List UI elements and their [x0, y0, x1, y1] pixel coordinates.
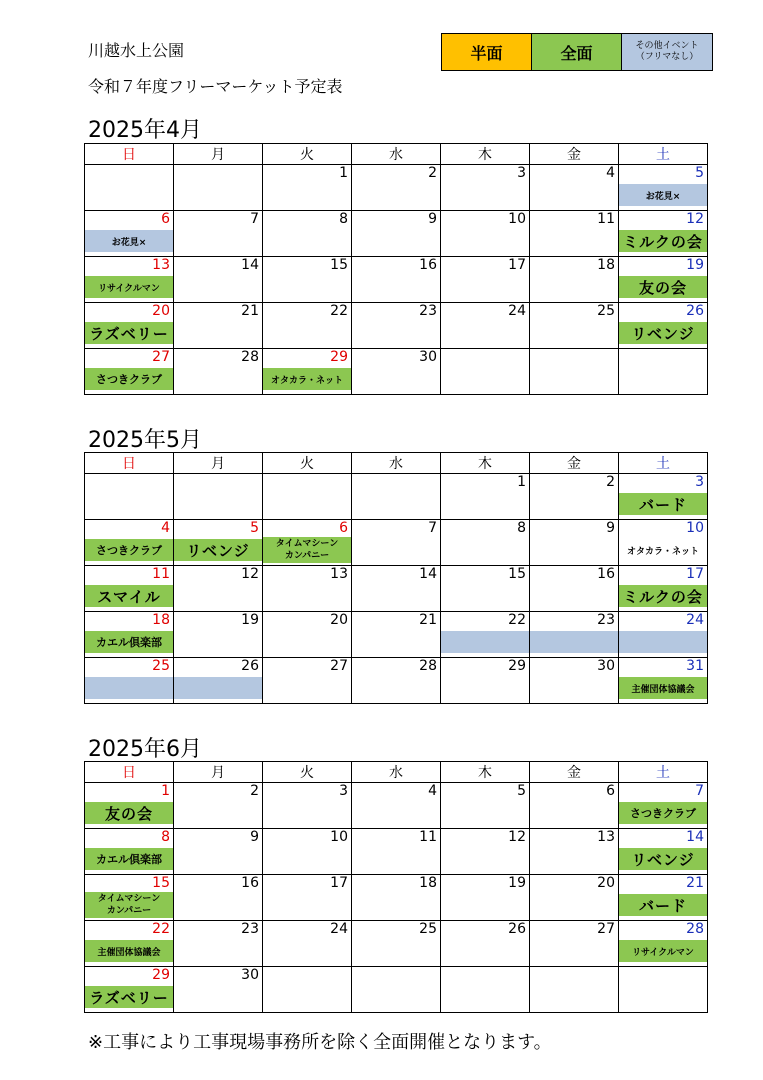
- month-title-may: 2025年5月: [88, 428, 202, 453]
- day-cell: [174, 829, 263, 875]
- day-number: 5: [695, 165, 704, 181]
- day-number: 17: [330, 875, 348, 891]
- day-number: 30: [597, 658, 615, 674]
- day-number: 10: [686, 520, 704, 536]
- day-number: 13: [152, 257, 170, 273]
- day-number: 29: [330, 349, 348, 365]
- day-number: 11: [152, 566, 170, 582]
- event-label: ラズベリー: [85, 322, 173, 344]
- event-label: バード: [619, 894, 707, 916]
- weekday-header: 金: [530, 762, 619, 783]
- day-cell: [263, 165, 352, 211]
- day-number: 17: [508, 257, 526, 273]
- event-label: [530, 631, 618, 653]
- day-number: 12: [686, 211, 704, 227]
- day-number: 2: [250, 783, 259, 799]
- day-cell: [263, 612, 352, 658]
- event-label: リサイクルマン: [85, 276, 173, 298]
- event-label-line: タイムマシーン: [97, 894, 161, 904]
- day-number: 12: [508, 829, 526, 845]
- day-cell: [619, 165, 708, 211]
- weekday-header: 日: [85, 762, 174, 783]
- day-cell: [619, 566, 708, 612]
- day-number: 16: [241, 875, 259, 891]
- day-number: 21: [241, 303, 259, 319]
- day-number: 30: [419, 349, 437, 365]
- day-cell: [174, 303, 263, 349]
- day-number: 23: [419, 303, 437, 319]
- day-number: 4: [161, 520, 170, 536]
- day-number: 7: [695, 783, 704, 799]
- day-cell: [530, 658, 619, 704]
- day-cell: [441, 165, 530, 211]
- weekday-header: 月: [174, 762, 263, 783]
- week-row: [85, 349, 708, 395]
- week-row: [85, 303, 708, 349]
- day-cell: [352, 566, 441, 612]
- event-label: リベンジ: [619, 322, 707, 344]
- event-label: リベンジ: [174, 539, 262, 561]
- weekday-header: 土: [619, 762, 708, 783]
- day-cell: [619, 829, 708, 875]
- day-cell: [85, 783, 174, 829]
- day-cell: [85, 349, 174, 395]
- day-number: 28: [419, 658, 437, 674]
- day-number: 28: [241, 349, 259, 365]
- day-cell: [441, 349, 530, 395]
- day-number: 20: [152, 303, 170, 319]
- day-cell: [441, 967, 530, 1013]
- day-cell: [441, 211, 530, 257]
- week-row: [85, 474, 708, 520]
- day-cell: [85, 829, 174, 875]
- day-cell: [441, 829, 530, 875]
- weekday-header: 土: [619, 144, 708, 165]
- day-cell: [85, 967, 174, 1013]
- event-label-line: タイムマシーン: [275, 539, 339, 549]
- day-number: 1: [339, 165, 348, 181]
- day-cell: [619, 875, 708, 921]
- weekday-header: 木: [441, 762, 530, 783]
- day-cell: [530, 257, 619, 303]
- day-cell: [174, 875, 263, 921]
- day-cell: [441, 921, 530, 967]
- day-cell: [619, 349, 708, 395]
- day-cell: [441, 658, 530, 704]
- event-label: さつきクラブ: [85, 368, 173, 390]
- event-label-line: カンパニー: [284, 551, 330, 561]
- day-number: 19: [508, 875, 526, 891]
- day-cell: [619, 257, 708, 303]
- day-number: 27: [597, 921, 615, 937]
- day-cell: [174, 474, 263, 520]
- day-number: 24: [686, 612, 704, 628]
- event-label-line: カンパニー: [106, 906, 152, 916]
- event-label: お花見×: [619, 184, 707, 206]
- schedule-title: 令和７年度フリーマーケット予定表: [88, 77, 343, 96]
- day-cell: [174, 783, 263, 829]
- day-number: 24: [330, 921, 348, 937]
- day-cell: [619, 520, 708, 566]
- day-number: 14: [241, 257, 259, 273]
- event-label: [263, 537, 351, 563]
- legend-other-line2: （フリマなし）: [635, 52, 699, 62]
- day-cell: [352, 829, 441, 875]
- event-label: お花見×: [85, 230, 173, 252]
- day-number: 13: [330, 566, 348, 582]
- day-cell: [530, 349, 619, 395]
- day-cell: [530, 783, 619, 829]
- day-cell: [174, 921, 263, 967]
- weekday-header: 火: [263, 453, 352, 474]
- day-number: 5: [250, 520, 259, 536]
- day-number: 14: [686, 829, 704, 845]
- day-number: 31: [686, 658, 704, 674]
- day-cell: [619, 303, 708, 349]
- event-label: 友の会: [85, 802, 173, 824]
- day-cell: [352, 349, 441, 395]
- day-cell: [352, 474, 441, 520]
- day-cell: [619, 658, 708, 704]
- weekday-header: 土: [619, 453, 708, 474]
- day-cell: [530, 165, 619, 211]
- day-number: 11: [419, 829, 437, 845]
- day-cell: [263, 257, 352, 303]
- day-cell: [263, 520, 352, 566]
- day-cell: [352, 257, 441, 303]
- day-cell: [352, 612, 441, 658]
- day-number: 15: [152, 875, 170, 891]
- day-cell: [619, 783, 708, 829]
- day-cell: [619, 967, 708, 1013]
- day-number: 16: [419, 257, 437, 273]
- day-cell: [85, 875, 174, 921]
- week-row: [85, 875, 708, 921]
- day-cell: [352, 165, 441, 211]
- day-cell: [85, 520, 174, 566]
- day-cell: [352, 658, 441, 704]
- day-number: 27: [330, 658, 348, 674]
- day-number: 18: [419, 875, 437, 891]
- day-number: 29: [508, 658, 526, 674]
- day-number: 8: [339, 211, 348, 227]
- day-cell: [174, 566, 263, 612]
- day-cell: [352, 783, 441, 829]
- day-cell: [174, 257, 263, 303]
- week-row: [85, 211, 708, 257]
- day-number: 19: [686, 257, 704, 273]
- day-cell: [530, 474, 619, 520]
- weekday-header: 水: [352, 453, 441, 474]
- event-label: 主催団体協議会: [85, 940, 173, 962]
- day-number: 18: [597, 257, 615, 273]
- day-number: 21: [686, 875, 704, 891]
- day-number: 9: [428, 211, 437, 227]
- day-cell: [85, 921, 174, 967]
- day-cell: [263, 967, 352, 1013]
- day-cell: [352, 211, 441, 257]
- day-number: 25: [152, 658, 170, 674]
- day-cell: [263, 211, 352, 257]
- week-row: [85, 257, 708, 303]
- day-cell: [619, 211, 708, 257]
- day-number: 8: [517, 520, 526, 536]
- day-number: 9: [606, 520, 615, 536]
- day-number: 3: [339, 783, 348, 799]
- weekday-header: 金: [530, 453, 619, 474]
- day-cell: [174, 658, 263, 704]
- week-row: [85, 165, 708, 211]
- day-number: 3: [695, 474, 704, 490]
- day-number: 5: [517, 783, 526, 799]
- day-number: 18: [152, 612, 170, 628]
- day-cell: [352, 967, 441, 1013]
- day-number: 27: [152, 349, 170, 365]
- day-cell: [530, 303, 619, 349]
- calendar-june: [84, 761, 708, 1013]
- week-row: [85, 658, 708, 704]
- day-cell: [85, 257, 174, 303]
- day-cell: [619, 921, 708, 967]
- day-number: 25: [597, 303, 615, 319]
- day-number: 7: [250, 211, 259, 227]
- day-number: 20: [330, 612, 348, 628]
- event-label: [85, 677, 173, 699]
- weekday-header: 水: [352, 762, 441, 783]
- day-number: 15: [508, 566, 526, 582]
- day-number: 6: [606, 783, 615, 799]
- day-cell: [174, 967, 263, 1013]
- legend-other: [622, 34, 712, 70]
- day-number: 8: [161, 829, 170, 845]
- day-cell: [441, 303, 530, 349]
- day-cell: [85, 211, 174, 257]
- day-number: 26: [686, 303, 704, 319]
- legend-half: 半面: [442, 34, 532, 70]
- day-number: 21: [419, 612, 437, 628]
- week-row: [85, 520, 708, 566]
- day-cell: [352, 875, 441, 921]
- event-label: 主催団体協議会: [619, 677, 707, 699]
- day-cell: [352, 921, 441, 967]
- day-cell: [174, 165, 263, 211]
- day-cell: [441, 566, 530, 612]
- event-label: ラズベリー: [85, 986, 173, 1008]
- day-number: 30: [241, 967, 259, 983]
- event-label: [85, 892, 173, 918]
- weekday-header: 火: [263, 144, 352, 165]
- month-title-june: 2025年6月: [88, 737, 202, 762]
- day-cell: [441, 612, 530, 658]
- event-label: [441, 631, 529, 653]
- day-cell: [530, 566, 619, 612]
- day-cell: [85, 165, 174, 211]
- weekday-header: 木: [441, 453, 530, 474]
- weekday-header: 月: [174, 144, 263, 165]
- event-label: スマイル: [85, 585, 173, 607]
- day-cell: [441, 257, 530, 303]
- day-number: 6: [161, 211, 170, 227]
- day-number: 22: [508, 612, 526, 628]
- day-number: 9: [250, 829, 259, 845]
- day-number: 17: [686, 566, 704, 582]
- day-cell: [352, 520, 441, 566]
- day-cell: [263, 349, 352, 395]
- day-number: 1: [517, 474, 526, 490]
- weekday-header: 水: [352, 144, 441, 165]
- week-row: [85, 829, 708, 875]
- calendar-april: [84, 143, 708, 395]
- day-cell: [441, 783, 530, 829]
- day-number: 12: [241, 566, 259, 582]
- day-number: 4: [606, 165, 615, 181]
- day-cell: [85, 303, 174, 349]
- week-row: [85, 783, 708, 829]
- day-cell: [174, 211, 263, 257]
- day-cell: [174, 349, 263, 395]
- event-label: さつきクラブ: [85, 539, 173, 561]
- event-label: ミルクの会: [619, 585, 707, 607]
- event-label: [174, 677, 262, 699]
- day-cell: [263, 303, 352, 349]
- day-number: 25: [419, 921, 437, 937]
- day-cell: [263, 921, 352, 967]
- day-number: 16: [597, 566, 615, 582]
- day-number: 14: [419, 566, 437, 582]
- day-number: 24: [508, 303, 526, 319]
- day-number: 7: [428, 520, 437, 536]
- weekday-header: 月: [174, 453, 263, 474]
- park-name: 川越水上公園: [88, 41, 185, 60]
- day-cell: [85, 566, 174, 612]
- event-label: ミルクの会: [619, 230, 707, 252]
- day-cell: [441, 520, 530, 566]
- week-row: [85, 967, 708, 1013]
- event-label: バード: [619, 493, 707, 515]
- day-cell: [263, 783, 352, 829]
- event-label: カエル倶楽部: [85, 848, 173, 870]
- day-number: 20: [597, 875, 615, 891]
- day-number: 26: [241, 658, 259, 674]
- day-number: 28: [686, 921, 704, 937]
- day-number: 2: [606, 474, 615, 490]
- day-cell: [263, 658, 352, 704]
- event-label: オタカラ・ネット: [263, 368, 351, 390]
- weekday-header: 日: [85, 144, 174, 165]
- calendar-may: [84, 452, 708, 704]
- day-number: 26: [508, 921, 526, 937]
- event-label: [619, 631, 707, 653]
- day-number: 23: [241, 921, 259, 937]
- weekday-header: 火: [263, 762, 352, 783]
- event-label: オタカラ・ネット: [626, 546, 699, 557]
- day-cell: [85, 612, 174, 658]
- footer-note: ※工事により工事現場事務所を除く全面開催となります。: [88, 1032, 552, 1053]
- week-row: [85, 566, 708, 612]
- event-label: 友の会: [619, 276, 707, 298]
- day-cell: [263, 566, 352, 612]
- legend-other-line1: その他イベント: [635, 41, 699, 51]
- day-cell: [530, 211, 619, 257]
- day-number: 10: [330, 829, 348, 845]
- day-cell: [530, 875, 619, 921]
- day-number: 22: [330, 303, 348, 319]
- weekday-header: 日: [85, 453, 174, 474]
- day-cell: [530, 612, 619, 658]
- weekday-header: 木: [441, 144, 530, 165]
- day-number: 23: [597, 612, 615, 628]
- day-number: 29: [152, 967, 170, 983]
- day-cell: [530, 829, 619, 875]
- day-cell: [85, 658, 174, 704]
- day-cell: [530, 921, 619, 967]
- day-cell: [263, 829, 352, 875]
- legend-full: 全面: [532, 34, 622, 70]
- legend: [441, 33, 713, 71]
- day-cell: [441, 875, 530, 921]
- day-number: 13: [597, 829, 615, 845]
- day-cell: [619, 474, 708, 520]
- day-cell: [85, 474, 174, 520]
- day-cell: [263, 474, 352, 520]
- week-row: [85, 921, 708, 967]
- day-number: 10: [508, 211, 526, 227]
- day-cell: [530, 967, 619, 1013]
- day-number: 1: [161, 783, 170, 799]
- day-cell: [530, 520, 619, 566]
- day-cell: [174, 520, 263, 566]
- day-number: 2: [428, 165, 437, 181]
- day-cell: [441, 474, 530, 520]
- event-label: さつきクラブ: [619, 802, 707, 824]
- day-number: 19: [241, 612, 259, 628]
- day-number: 11: [597, 211, 615, 227]
- day-number: 15: [330, 257, 348, 273]
- event-label: リサイクルマン: [619, 940, 707, 962]
- day-number: 3: [517, 165, 526, 181]
- day-cell: [263, 875, 352, 921]
- event-label: カエル倶楽部: [85, 631, 173, 653]
- day-number: 6: [339, 520, 348, 536]
- day-cell: [619, 612, 708, 658]
- weekday-header: 金: [530, 144, 619, 165]
- day-cell: [174, 612, 263, 658]
- day-number: 4: [428, 783, 437, 799]
- day-number: 22: [152, 921, 170, 937]
- event-label: リベンジ: [619, 848, 707, 870]
- month-title-april: 2025年4月: [88, 118, 202, 143]
- day-cell: [352, 303, 441, 349]
- week-row: [85, 612, 708, 658]
